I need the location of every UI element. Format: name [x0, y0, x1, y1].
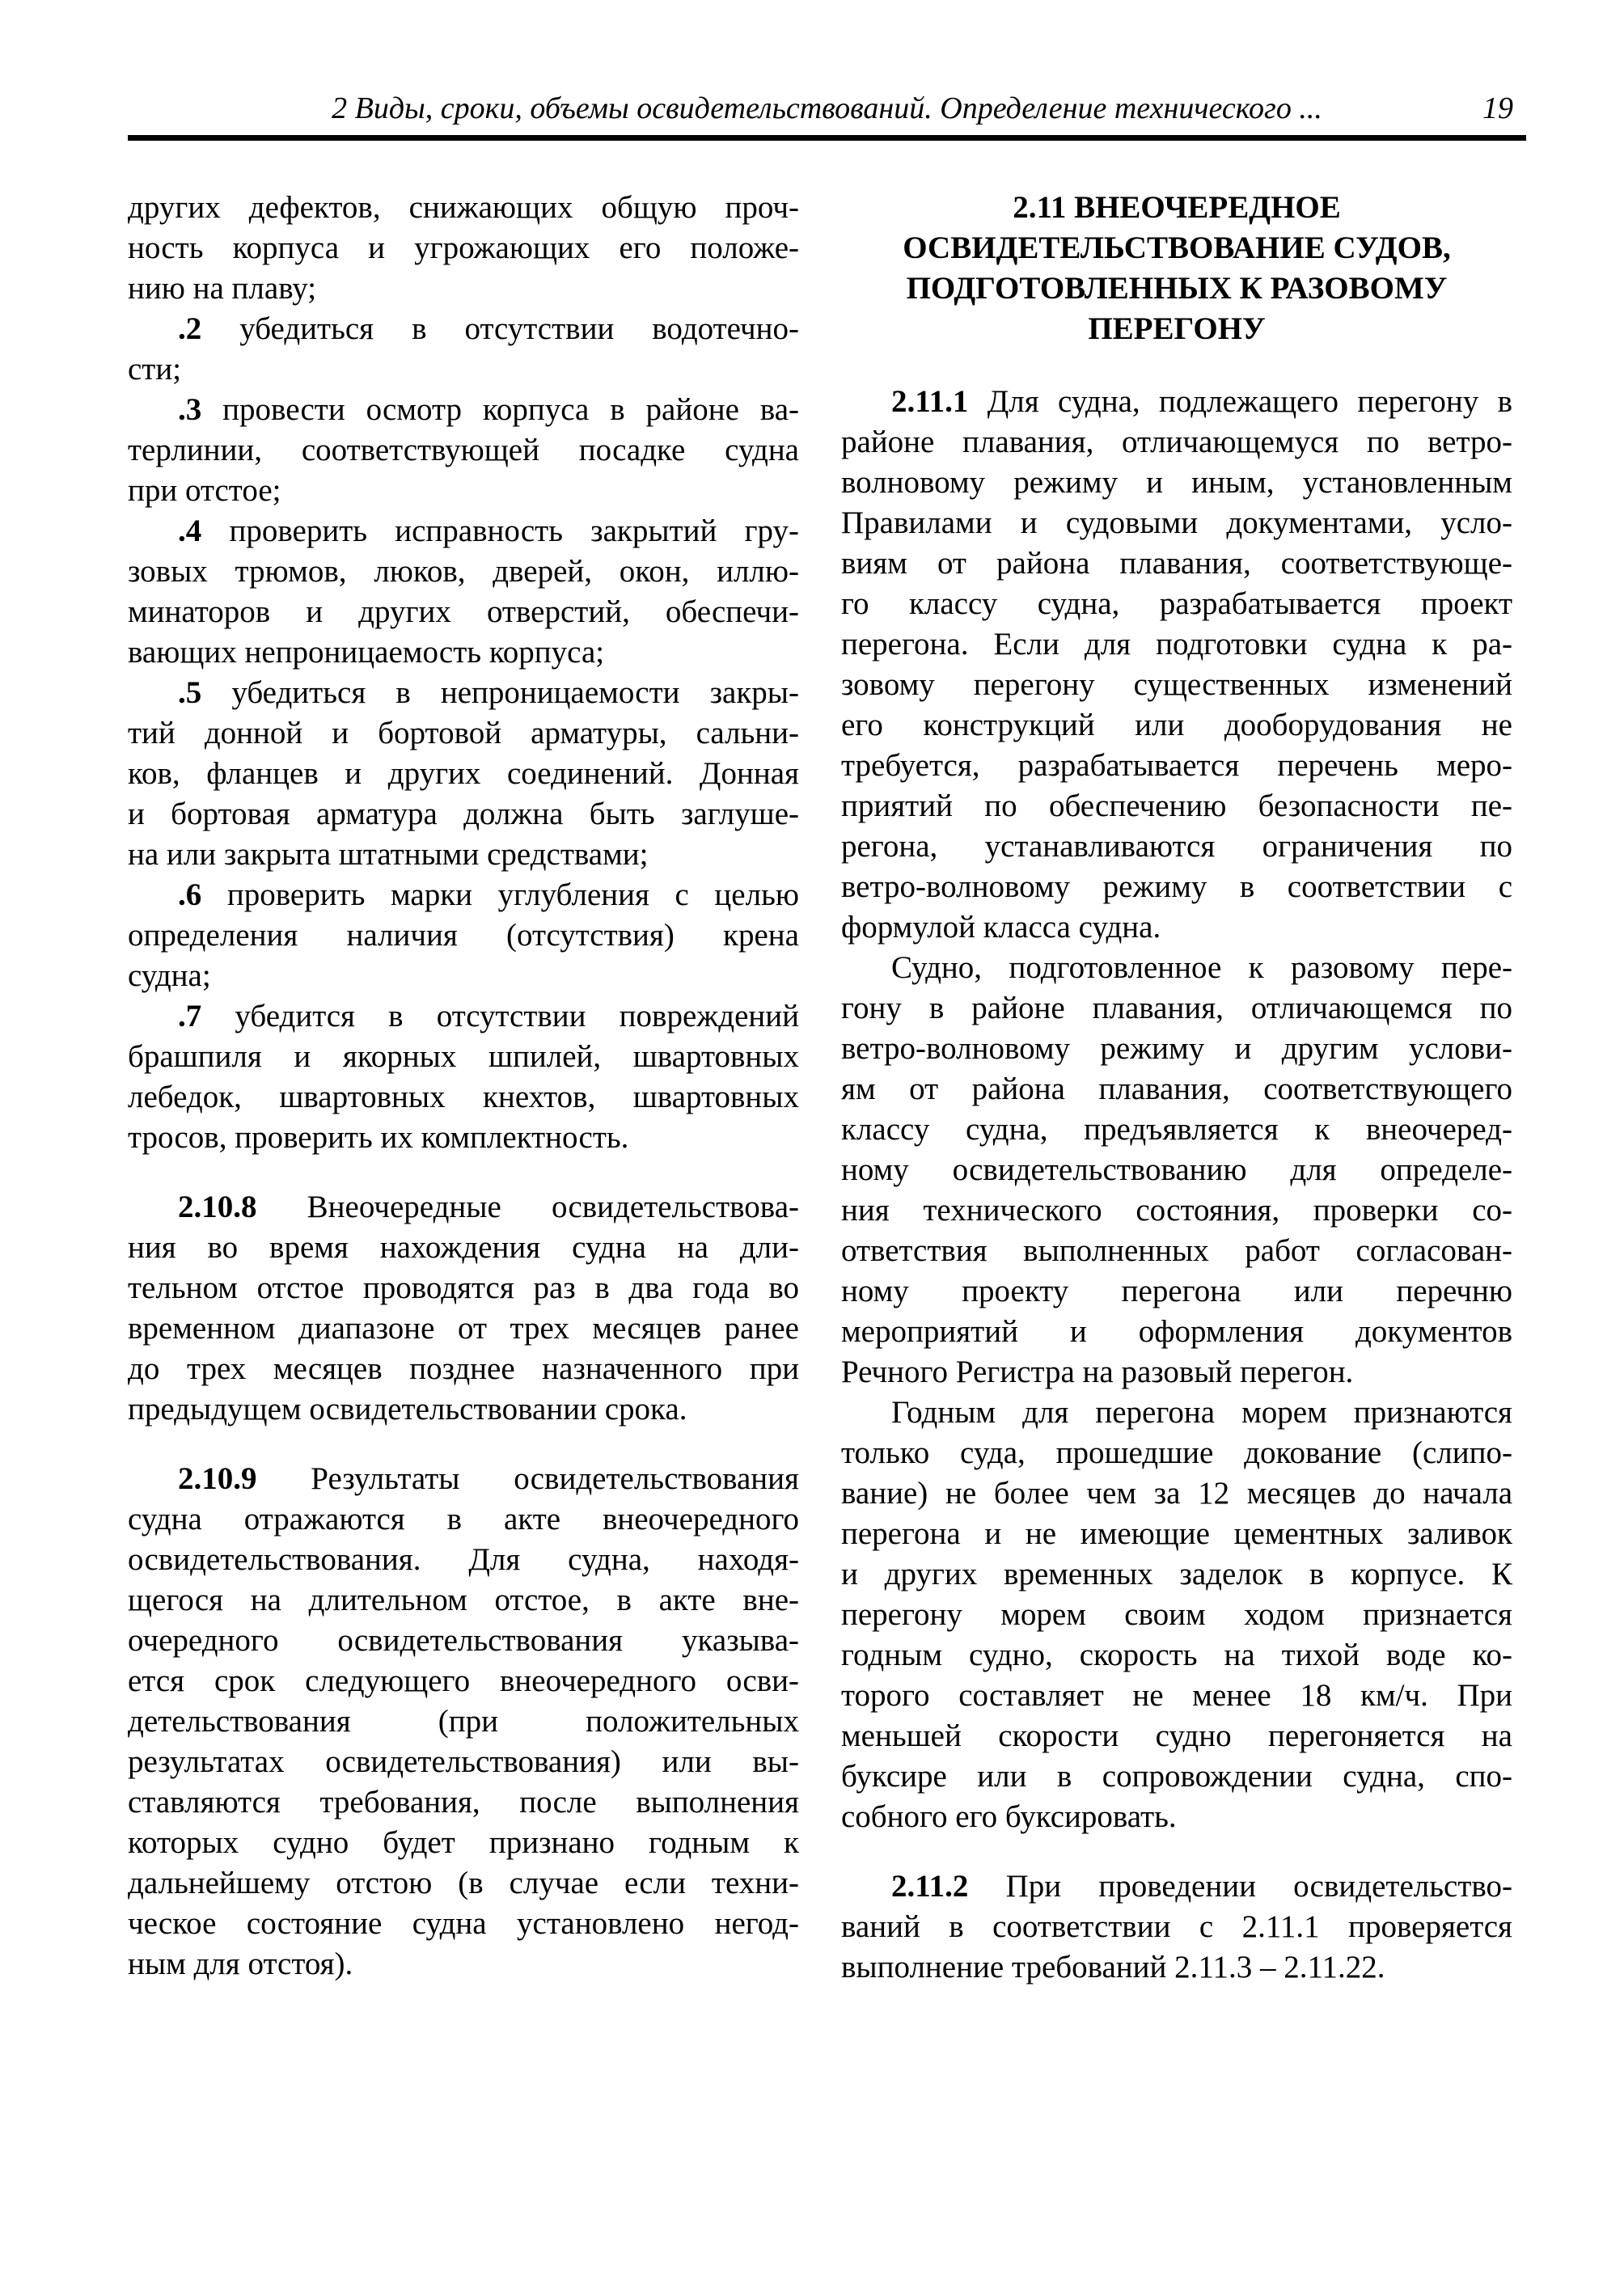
text-line: приятий по обеспечению безопасности пе-: [841, 788, 1512, 823]
text-line: Правилами и судовыми документами, усло-: [841, 505, 1512, 540]
text-line: Судно, подготовленное к разовому пере-: [891, 950, 1512, 985]
paragraph: [841, 1866, 1512, 1988]
paragraph: [128, 309, 799, 390]
paragraph: [128, 511, 799, 673]
paragraph: [128, 390, 799, 511]
text-line: ния технического состояния, проверки со-: [841, 1193, 1512, 1228]
body-text: [128, 188, 1512, 1988]
text-line: зовому перегону существенных изменений: [841, 667, 1512, 702]
text-line: зовых трюмов, люков, дверей, окон, иллю-: [128, 554, 799, 589]
text-line: .5 убедиться в непроницаемости закры-: [178, 675, 799, 710]
paragraph: [128, 188, 799, 309]
text-line: волновому режиму и иным, установленным: [841, 465, 1512, 500]
text-line: других дефектов, снижающих общую проч-: [128, 190, 799, 225]
text-line: брашпиля и якорных шпилей, швартовных: [128, 1039, 799, 1074]
text-line: годным судно, скорость на тихой воде ко-: [841, 1638, 1512, 1672]
text-line: ставляются требования, после выполнения: [128, 1785, 799, 1820]
text-line: .7 убедится в отсутствии повреждений: [178, 999, 799, 1033]
column-left: [128, 188, 799, 1988]
paragraph: [841, 1393, 1512, 1837]
text-line: тросов, проверить их комплектность.: [128, 1120, 629, 1155]
paragraph: [841, 948, 1512, 1393]
text-line: и других временных заделок в корпусе. К: [841, 1557, 1512, 1591]
text-line: тельном отстое проводятся раз в два года во: [128, 1270, 799, 1305]
header-rule: [128, 135, 1526, 141]
section-heading: [841, 188, 1512, 349]
text-line: перегону морем своим ходом признается: [841, 1597, 1512, 1632]
text-line: терлинии, соответствующей посадке судна: [128, 433, 799, 467]
text-line: результатах освидетельствования) или вы-: [128, 1744, 799, 1779]
text-line: определения наличия (отсутствия) крена: [128, 918, 799, 953]
text-line: лебедок, швартовных кнехтов, швартовных: [128, 1080, 799, 1114]
clause-number: 2.10.8: [178, 1190, 257, 1224]
text-line: ному проекту перегона или перечню: [841, 1274, 1512, 1308]
text-line: ния во время нахождения судна на дли-: [128, 1230, 799, 1265]
text-line: до трех месяцев позднее назначенного при: [128, 1351, 799, 1386]
column-right: [841, 188, 1512, 1988]
clause-number: .7: [178, 999, 202, 1033]
text-line: освидетельствования. Для судна, находя-: [128, 1542, 799, 1577]
text-line: .6 проверить марки углубления с целью: [178, 877, 799, 912]
text-line: ваний в соответствии с 2.11.1 проверяется: [841, 1909, 1512, 1944]
text-line: 2.11.2 При проведении освидетельство-: [891, 1869, 1512, 1904]
text-line: ным для отстоя).: [128, 1947, 353, 1981]
clause-number: 2.10.9: [178, 1461, 257, 1496]
clause-number: .2: [178, 311, 202, 346]
text-line: .2 убедиться в отсутствии водотечно-: [178, 311, 799, 346]
text-line: его конструкций или дооборудования не: [841, 708, 1512, 742]
text-line: ческое состояние судна установлено негод-: [128, 1906, 799, 1941]
text-line: ветро-волновому режиму в соответствии с: [841, 869, 1512, 904]
text-line: го классу судна, разрабатывается проект: [841, 586, 1512, 621]
text-line: сти;: [128, 352, 182, 387]
text-line: вание) не более чем за 12 месяцев до начала: [841, 1476, 1512, 1511]
text-line: ность корпуса и угрожающих его положе-: [128, 230, 799, 265]
text-line: меньшей скорости судно перегоняется на: [841, 1718, 1512, 1753]
text-line: Годным для перегона морем признаются: [891, 1395, 1512, 1430]
text-line: Речного Регистра на разовый перегон.: [841, 1355, 1354, 1389]
text-line: выполнение требований 2.11.3 – 2.11.22.: [841, 1950, 1385, 1985]
text-line: вающих непроницаемость корпуса;: [128, 635, 605, 670]
text-line: ПОДГОТОВЛЕННЫХ К РАЗОВОМУ: [906, 271, 1448, 306]
text-line: и бортовая арматура должна быть заглуше-: [128, 797, 799, 831]
text-line: районе плавания, отличающемуся по ветро-: [841, 425, 1512, 459]
text-line: тий донной и бортовой арматуры, сальни-: [128, 716, 799, 750]
clause-number: .5: [178, 675, 202, 710]
text-line: только суда, прошедшие докование (слипо-: [841, 1435, 1512, 1470]
text-line: минаторов и других отверстий, обеспечи-: [128, 594, 799, 629]
text-line: судна;: [128, 958, 211, 993]
text-line: судна отражаются в акте внеочередного: [128, 1502, 799, 1536]
clause-number: .6: [178, 877, 202, 912]
clause-number: .4: [178, 514, 202, 548]
clause-number: 2.11.2: [891, 1869, 969, 1904]
page-number: 19: [1482, 91, 1513, 125]
text-line: ветро-волновому режиму и другим услови-: [841, 1031, 1512, 1066]
paragraph: [128, 1187, 799, 1430]
clause-number: .3: [178, 392, 202, 427]
text-line: перегона. Если для подготовки судна к ра-: [841, 627, 1512, 662]
text-line: детельствования (при положительных: [128, 1704, 799, 1739]
text-line: нию на плаву;: [128, 271, 317, 306]
text-line: перегона и не имеющие цементных заливок: [841, 1516, 1512, 1551]
paragraph: [128, 996, 799, 1158]
running-title: 2 Виды, сроки, объемы освидетельствований. Определение технического ...: [332, 91, 1322, 125]
text-line: 2.10.8 Внеочередные освидетельствова-: [178, 1190, 799, 1224]
text-line: ков, фланцев и других соединений. Донная: [128, 756, 799, 791]
text-line: предыдущем освидетельствовании срока.: [128, 1392, 687, 1427]
clause-number: 2.11.1: [891, 384, 969, 419]
text-line: требуется, разрабатывается перечень меро-: [841, 748, 1512, 783]
text-line: собного его буксировать.: [841, 1799, 1177, 1834]
text-line: ям от района плавания, соответствующего: [841, 1072, 1512, 1106]
text-line: .3 провести осмотр корпуса в районе ва-: [178, 392, 799, 427]
text-line: .4 проверить исправность закрытий гру-: [178, 514, 799, 548]
text-line: гону в районе плавания, отличающемся по: [841, 991, 1512, 1025]
text-line: очередного освидетельствования указыва-: [128, 1623, 799, 1658]
text-line: при отстое;: [128, 473, 281, 508]
text-line: классу судна, предъявляется к внеочеред-: [841, 1112, 1512, 1147]
text-line: формулой класса судна.: [841, 910, 1161, 945]
paragraph: [128, 1459, 799, 1985]
text-line: дальнейшему отстою (в случае если техни-: [128, 1866, 799, 1900]
text-line: щегося на длительном отстое, в акте вне-: [128, 1583, 799, 1617]
text-line: буксире или в сопровождении судна, спо-: [841, 1759, 1512, 1794]
text-line: временном диапазоне от трех месяцев ранее: [128, 1311, 799, 1346]
text-line: 2.11.1 Для судна, подлежащего перегону в: [891, 384, 1512, 419]
text-line: 2.11 ВНЕОЧЕРЕДНОЕ: [1013, 190, 1341, 225]
paragraph: [841, 382, 1512, 948]
text-line: ответствия выполненных работ согласован-: [841, 1233, 1512, 1268]
text-line: ОСВИДЕТЕЛЬСТВОВАНИЕ СУДОВ,: [903, 230, 1451, 265]
text-line: торого составляет не менее 18 км/ч. При: [841, 1678, 1512, 1713]
text-line: регона, устанавливаются ограничения по: [841, 829, 1512, 864]
paragraph: [128, 673, 799, 875]
text-line: ПЕРЕГОНУ: [1088, 311, 1266, 346]
paragraph: [128, 875, 799, 996]
running-header: [128, 87, 1526, 129]
text-line: мероприятий и оформления документов: [841, 1314, 1512, 1349]
text-line: ному освидетельствованию для определе-: [841, 1152, 1512, 1187]
text-line: которых судно будет признано годным к: [128, 1825, 799, 1860]
text-line: ется срок следующего внеочередного осви-: [128, 1663, 799, 1698]
text-line: 2.10.9 Результаты освидетельствования: [178, 1461, 799, 1496]
text-line: на или закрыта штатными средствами;: [128, 837, 649, 872]
text-line: виям от района плавания, соответствующе-: [841, 546, 1512, 581]
